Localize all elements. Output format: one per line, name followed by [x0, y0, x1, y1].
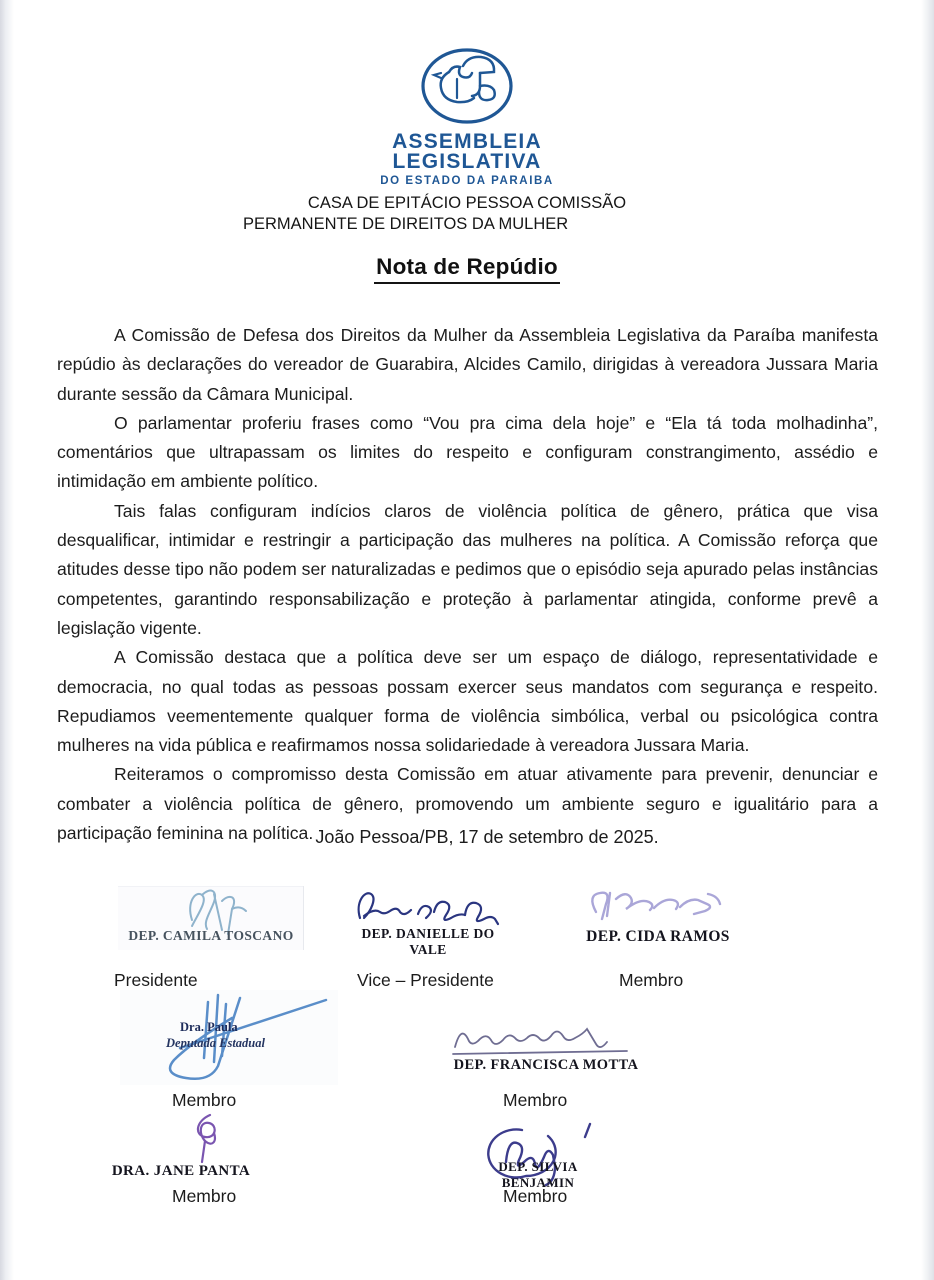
role-membro-jane: Membro [172, 1186, 237, 1206]
signature-block-dra-paula [120, 990, 338, 1085]
page-left-edge-shadow [0, 0, 14, 1280]
paragraph-3: Tais falas configuram indícios claros de violência política de gênero, prática que visa desqualificar, intimidar e restringir a participação das mulheres na política. A Comissão reforça que atitudes desse tipo não podem ser naturalizadas e pedimos que o episódio seja apurado pelas instâncias competentes, garantindo responsabilização e proteção à parlamentar atingida, conforme prevê a legislação vigente. [57, 500, 878, 638]
org-name-line2: LEGISLATIVA [392, 150, 542, 173]
alpb-dove-logo-icon [419, 46, 515, 126]
signer-name-danielle-do-vale: DEP. DANIELLE DO VALE [361, 926, 495, 957]
role-membro-cida: Membro [619, 970, 684, 990]
signer-name-jane-panta: DRA. JANE PANTA [111, 1163, 251, 1179]
org-name-line1: ASSEMBLEIA [392, 130, 542, 153]
role-membro-silvia: Membro [503, 1186, 568, 1206]
role-membro-francisca: Membro [503, 1090, 568, 1110]
page-right-edge-shadow [921, 0, 934, 1280]
document-body [57, 321, 878, 848]
committee-header-line2: PERMANENTE DE DIREITOS DA MULHER [243, 215, 569, 233]
signer-name-dra-paula: Dra. Paula [180, 1020, 238, 1034]
signer-name-francisca-motta: DEP. FRANCISCA MOTTA [453, 1057, 639, 1073]
role-presidente: Presidente [114, 970, 198, 990]
document-title-text: Nota de Repúdio [374, 254, 560, 284]
signer-name-cida-ramos: DEP. CIDA RAMOS [586, 928, 730, 945]
paragraph-5: Reiteramos o compromisso desta Comissão em atuar ativamente para prevenir, denunciar e combater a violência política de gênero, promovendo um ambiente seguro e igualitário para a participação feminina na política. [57, 764, 878, 844]
paragraph-1: A Comissão de Defesa dos Direitos da Mulher da Assembleia Legislativa da Paraíba manifesta repúdio às declarações do vereador de Guarabira, Alcides Camilo, dirigidas à vereadora Jussara Maria durante sessão da Câmara Municipal. [57, 325, 878, 404]
signer-name-silvia-benjamin: DEP. SILVIA BENJAMIN [498, 1159, 578, 1190]
dateline: João Pessoa/PB, 17 de setembro de 2025. [315, 827, 659, 847]
signer-name-camila-toscano: DEP. CAMILA TOSCANO [128, 928, 294, 943]
document-title [0, 254, 934, 284]
letterhead [0, 46, 934, 189]
org-name-line3: DO ESTADO DA PARAIBA [380, 175, 554, 187]
committee-header-line1: CASA DE EPITÁCIO PESSOA COMISSÃO [307, 194, 627, 212]
paragraph-4: A Comissão destaca que a política deve ser um espaço de diálogo, representatividade e democracia, no qual todas as pessoas possam exercer seus mandatos com segurança e respeito. Repudiamos veementemente qualquer forma de violência simbólica, verbal ou psicológica contra mulheres na vida pública e reafirmamos nossa solidariedade à vereadora Jussara Maria. [57, 647, 878, 756]
role-vice-presidente: Vice – Presidente [357, 970, 494, 990]
signature-danielle-do-vale-icon [352, 884, 502, 928]
paragraph-2: O parlamentar proferiu frases como “Vou pra cima dela hoje” e “Ela tá toda molhadinha”, comentários que ultrapassam os limites do respeito e configuram constrangimento, assédio e intimidação em ambiente político. [57, 412, 878, 492]
signer-subtitle-dra-paula: Deputada Estadual [166, 1036, 265, 1050]
signature-block-camila-toscano [118, 886, 304, 950]
role-membro-paula: Membro [172, 1090, 237, 1110]
signature-cida-ramos-icon [580, 886, 735, 922]
signature-jane-panta-icon [180, 1112, 240, 1166]
